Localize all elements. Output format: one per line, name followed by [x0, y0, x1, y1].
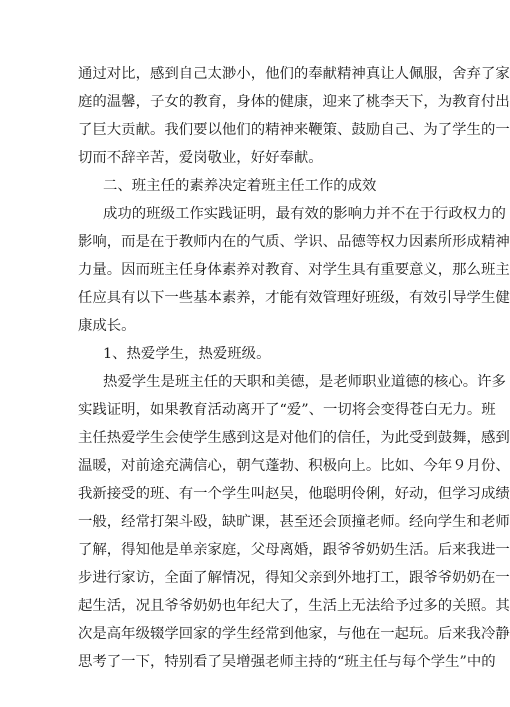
paragraph-line: 步进行家访，全面了解情况，得知父亲到外地打工，跟爷爷奶奶在一 [78, 570, 510, 586]
paragraph-line: 通过对比，感到自己太渺小，他们的奉献精神真让人佩服，舍弃了家 [78, 66, 510, 82]
paragraph-line: 成功的班级工作实践证明，最有效的影响力并不在于行政权力的 [103, 206, 506, 222]
paragraph-line: 思考了一下，特别看了吴增强老师主持的“班主任与每个学生”中的 [78, 654, 496, 670]
paragraph-line: 康成长。 [78, 318, 136, 334]
paragraph-line: 力量。因而班主任身体素养对教育、对学生具有重要意义，那么班主 [78, 262, 510, 278]
subsection-heading: 1、热爱学生，热爱班级。 [103, 346, 271, 362]
paragraph-line: 了巨大贡献。我们要以他们的精神来鞭策、鼓励自己、为了学生的一 [78, 122, 510, 138]
paragraph-line: 任应具有以下一些基本素养，才能有效管理好班级，有效引导学生健 [78, 290, 510, 306]
paragraph-line: 切而不辞辛苦，爱岗敬业，好好奉献。 [78, 150, 323, 166]
paragraph-line: 主任热爱学生会使学生感到这是对他们的信任，为此受到鼓舞，感到 [78, 430, 510, 446]
section-heading: 二、班主任的素养决定着班主任工作的成效 [103, 178, 377, 194]
paragraph-line: 一般，经常打架斗殴，缺旷课，甚至还会顶撞老师。经向学生和老师 [78, 514, 510, 530]
paragraph-line: 了解，得知他是单亲家庭，父母离婚，跟爷爷奶奶生活。后来我进一 [78, 542, 510, 558]
paragraph-line: 庭的温馨，子女的教育，身体的健康，迎来了桃李天下，为教育付出 [78, 94, 510, 110]
paragraph-line: 影响，而是在于教师内在的气质、学识、品德等权力因素所形成精神 [78, 234, 510, 250]
paragraph-line: 我新接受的班、有一个学生叫赵吴，他聪明伶俐，好动，但学习成绩 [78, 486, 510, 502]
paragraph-line: 起生活，况且爷爷奶奶也年纪大了，生活上无法给予过多的关照。其 [78, 598, 510, 614]
paragraph-line: 热爱学生是班主任的天职和美德，是老师职业道德的核心。许多 [103, 374, 506, 390]
paragraph-line: 次是高年级辍学回家的学生经常到他家，与他在一起玩。后来我冷静 [78, 626, 510, 642]
paragraph-line: 实践证明，如果教育活动离开了“爱”、一切将会变得苍白无力。班 [78, 402, 496, 418]
paragraph-line: 温暖，对前途充满信心，朝气蓬勃、积极向上。比如、今年９月份、 [78, 458, 510, 474]
